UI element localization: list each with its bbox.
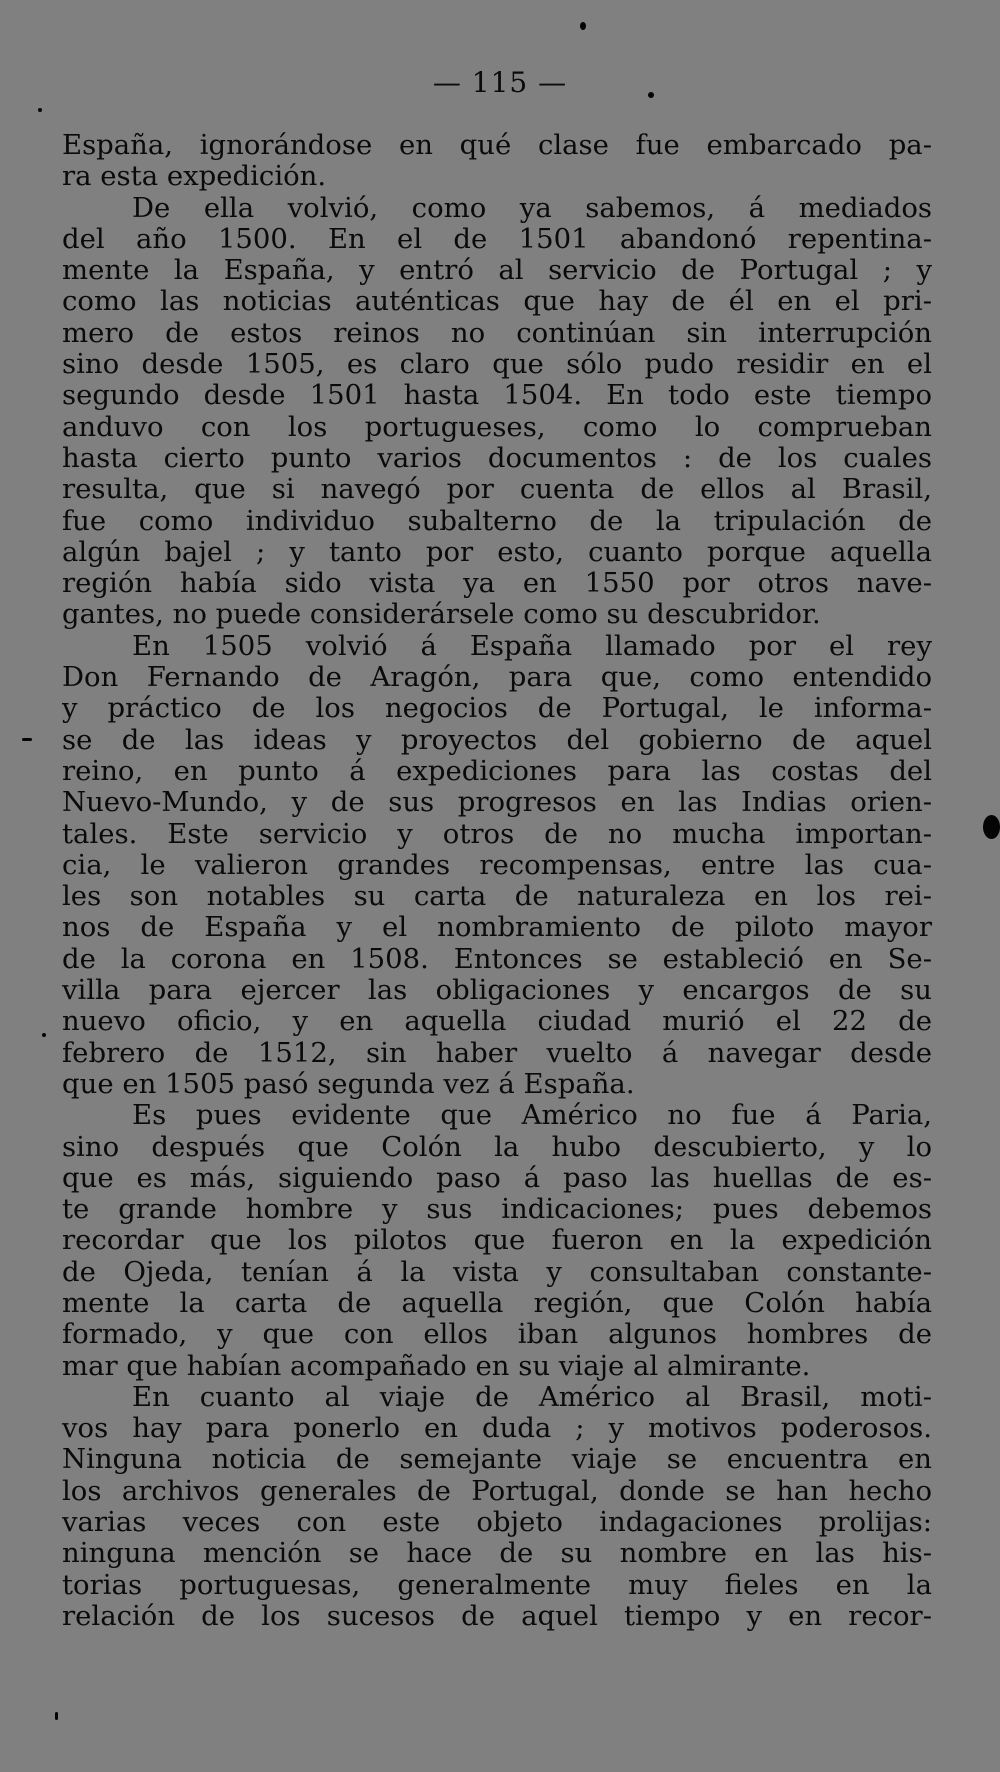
ink-speck bbox=[22, 738, 32, 741]
text-line: tales. Este servicio y otros de no mucha importan- bbox=[62, 818, 932, 850]
text-line: Ninguna noticia de semejante viaje se encuentra en bbox=[62, 1444, 932, 1476]
text-line: que en 1505 pasó segunda vez á España. bbox=[62, 1068, 635, 1100]
text-line: En 1505 volvió á España llamado por el rey bbox=[132, 630, 932, 662]
ink-speck bbox=[42, 1033, 46, 1037]
text-line: reino, en punto á expediciones para las costas del bbox=[62, 755, 932, 787]
text-line: formado, y que con ellos iban algunos hombres de bbox=[62, 1319, 932, 1351]
text-line: vos hay para ponerlo en duda ; y motivos poderosos. bbox=[62, 1413, 932, 1445]
text-line: sino desde 1505, es claro que sólo pudo residir en el bbox=[62, 349, 932, 381]
text-line: recordar que los pilotos que fueron en la expedición bbox=[62, 1225, 932, 1257]
text-line: Nuevo-Mundo, y de sus progresos en las Indias orien- bbox=[62, 787, 932, 819]
text-line: Don Fernando de Aragón, para que, como entendido bbox=[62, 662, 932, 694]
text-line: los archivos generales de Portugal, donde se han hecho bbox=[62, 1475, 932, 1507]
text-line: resulta, que si navegó por cuenta de ellos al Brasil, bbox=[62, 474, 932, 506]
text-line: del año 1500. En el de 1501 abandonó repentina- bbox=[62, 223, 932, 255]
ink-speck bbox=[983, 815, 1000, 839]
text-line: De ella volvió, como ya sabemos, á mediados bbox=[132, 192, 932, 224]
text-line: como las noticias auténticas que hay de él en el pri- bbox=[62, 286, 932, 318]
text-line: febrero de 1512, sin haber vuelto á navegar desde bbox=[62, 1037, 932, 1069]
ink-speck bbox=[38, 108, 42, 112]
text-line: ra esta expedición. bbox=[62, 161, 327, 193]
page-number: — 115 — bbox=[432, 66, 568, 99]
text-line: hasta cierto punto varios documentos : de los cuales bbox=[62, 442, 932, 474]
text-line: fue como individuo subalterno de la tripulación de bbox=[62, 505, 932, 537]
text-line: mero de estos reinos no continúan sin interrupción bbox=[62, 317, 932, 349]
ink-speck bbox=[580, 22, 586, 30]
text-line: España, ignorándose en qué clase fue embarcado pa- bbox=[62, 130, 932, 161]
text-line: varias veces con este objeto indagaciones prolijas: bbox=[62, 1507, 932, 1539]
text-line: mar que habían acompañado en su viaje al almirante. bbox=[62, 1350, 811, 1382]
text-line: Es pues evidente que Américo no fue á Paria, bbox=[132, 1100, 932, 1132]
text-line: mente la carta de aquella región, que Colón había bbox=[62, 1287, 932, 1319]
text-line: En cuanto al viaje de Américo al Brasil, moti- bbox=[132, 1381, 932, 1413]
text-line: de la corona en 1508. Entonces se estableció en Se- bbox=[62, 943, 932, 975]
ink-speck bbox=[648, 92, 654, 98]
text-line: sino después que Colón la hubo descubierto, y lo bbox=[62, 1131, 932, 1163]
text-line: ninguna mención se hace de su nombre en las his- bbox=[62, 1538, 932, 1570]
text-line: mente la España, y entró al servicio de Portugal ; y bbox=[62, 255, 932, 287]
text-line: villa para ejercer las obligaciones y encargos de su bbox=[62, 975, 932, 1007]
body-text bbox=[62, 130, 932, 1632]
text-line: se de las ideas y proyectos del gobierno de aquel bbox=[62, 724, 932, 756]
text-line: segundo desde 1501 hasta 1504. En todo este tiempo bbox=[62, 380, 932, 412]
text-line: de Ojeda, tenían á la vista y consultaban constante- bbox=[62, 1256, 932, 1288]
text-line: algún bajel ; y tanto por esto, cuanto porque aquella bbox=[62, 536, 932, 568]
text-line: relación de los sucesos de aquel tiempo y en recor- bbox=[62, 1600, 932, 1632]
text-line: anduvo con los portugueses, como lo comprueban bbox=[62, 411, 932, 443]
text-line: te grande hombre y sus indicaciones; pues debemos bbox=[62, 1194, 932, 1226]
text-line: cia, le valieron grandes recompensas, entre las cua- bbox=[62, 849, 932, 881]
text-line: les son notables su carta de naturaleza en los rei- bbox=[62, 881, 932, 913]
text-line: y práctico de los negocios de Portugal, le informa- bbox=[62, 693, 932, 725]
text-line: torias portuguesas, generalmente muy fieles en la bbox=[62, 1569, 932, 1601]
text-line: gantes, no puede considerársele como su descubridor. bbox=[62, 599, 821, 631]
text-line: nos de España y el nombramiento de piloto mayor bbox=[62, 912, 932, 944]
text-line: región había sido vista ya en 1550 por otros nave- bbox=[62, 568, 932, 600]
text-line: que es más, siguiendo paso á paso las huellas de es- bbox=[62, 1162, 932, 1194]
ink-speck bbox=[55, 1712, 58, 1720]
text-line: nuevo oficio, y en aquella ciudad murió el 22 de bbox=[62, 1006, 932, 1038]
